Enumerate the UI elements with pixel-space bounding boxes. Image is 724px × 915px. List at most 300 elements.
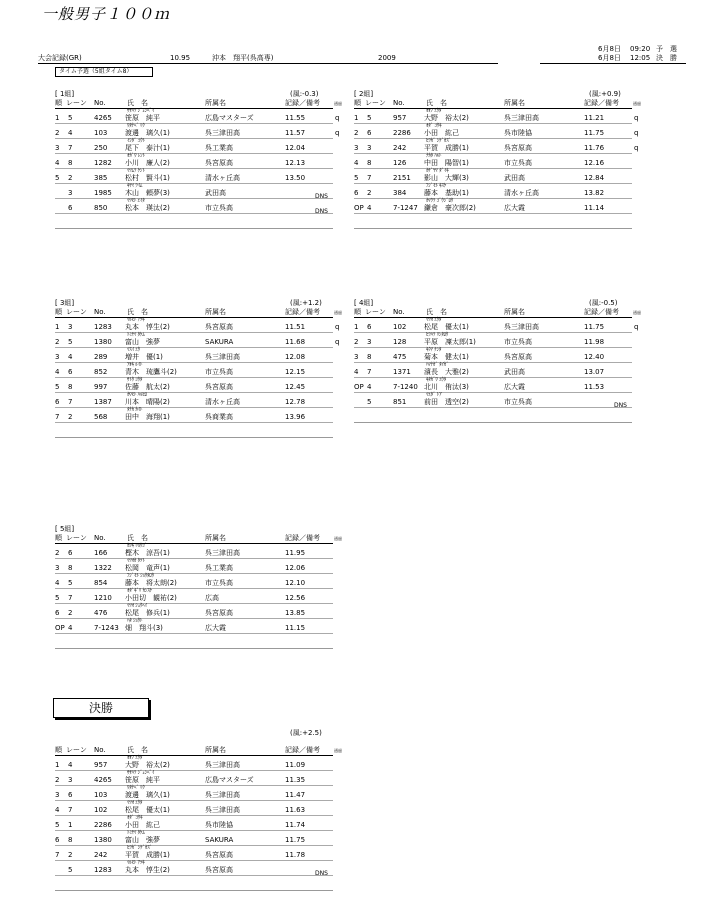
- qualify-mark: q: [335, 323, 340, 331]
- header-rank: 順: [354, 99, 361, 107]
- athlete-kana: ｷｸﾁ ｹﾝﾀ: [426, 347, 442, 353]
- lane: 7: [367, 368, 372, 376]
- lane: 7: [367, 174, 372, 182]
- team: 呉三津田高: [205, 761, 240, 769]
- bib-number: 568: [94, 413, 108, 421]
- athlete-name: 小田切 観祐(2): [125, 594, 177, 602]
- team: 武田高: [504, 174, 525, 182]
- team: 呉市陸協: [205, 821, 233, 829]
- athlete-kana: ｲｼﾀﾞ ﾕｳﾄ: [127, 138, 145, 144]
- result-row: [354, 154, 632, 169]
- bib-number: 1380: [94, 836, 112, 844]
- team: SAKURA: [205, 836, 234, 844]
- bib-number: 1210: [94, 594, 112, 602]
- result-row: [55, 108, 340, 124]
- result-row: [55, 378, 333, 393]
- header-team: 所属名: [205, 746, 226, 754]
- rank: 7: [55, 413, 60, 421]
- rank: 4: [55, 368, 60, 376]
- athlete-kana: ｵﾀﾞ ｺｳｷ: [426, 123, 442, 129]
- team: 呉三津田高: [205, 549, 240, 557]
- athlete-name: 木山 頼夢(3): [125, 189, 170, 197]
- athlete-kana: ﾏｴﾀﾞ ﾄｱ: [426, 392, 442, 398]
- lane: 4: [367, 204, 372, 212]
- time: 11.35: [285, 776, 306, 784]
- header-advance: 通過: [633, 310, 641, 315]
- result-row: [354, 199, 632, 214]
- time: 11.98: [584, 338, 605, 346]
- athlete-name: 丸本 惇生(2): [125, 323, 170, 331]
- athlete-kana: ｻﾄｳ ｺｳﾀ: [127, 377, 143, 383]
- bib-number: 7-1243: [94, 624, 119, 632]
- team: 清水ヶ丘高: [205, 398, 240, 406]
- row-divider: [55, 875, 333, 876]
- header-record: 記録／備考: [584, 308, 619, 316]
- bib-number: 850: [94, 204, 108, 212]
- time: 11.75: [285, 836, 306, 844]
- time: 11.75: [584, 323, 605, 331]
- rank: 2: [354, 129, 359, 137]
- header-record: 記録／備考: [285, 308, 320, 316]
- lane: 3: [367, 144, 372, 152]
- header-lane: レーン: [365, 99, 386, 107]
- rank: 6: [354, 189, 359, 197]
- bib-number: 242: [393, 144, 407, 152]
- team: 広大霞: [504, 383, 525, 391]
- rank: 5: [354, 174, 359, 182]
- status-note: DNS: [315, 208, 328, 215]
- header-advance: 通過: [334, 101, 342, 106]
- lane: 7: [68, 398, 73, 406]
- athlete-kana: ｻｻﾊﾗ ｼﾞｭﾝﾍﾟｲ: [127, 108, 155, 114]
- final-title-box: 決勝: [53, 698, 149, 718]
- bib-number: 103: [94, 791, 108, 799]
- blank-rule: [55, 890, 333, 891]
- athlete-name: 佐藤 航太(2): [125, 383, 170, 391]
- rank: OP: [354, 204, 364, 212]
- rank: 4: [55, 159, 60, 167]
- lane: 5: [367, 114, 372, 122]
- athlete-kana: ｶﾜﾓﾄ ﾊﾙﾋﾛ: [127, 392, 147, 398]
- result-row: [55, 831, 333, 846]
- bib-number: 7-1240: [393, 383, 418, 391]
- result-row: [55, 619, 333, 634]
- athlete-name: 濱長 大雅(2): [424, 368, 469, 376]
- lane: 7: [68, 806, 73, 814]
- lane: 3: [367, 338, 372, 346]
- team: 呉宮原高: [205, 383, 233, 391]
- athlete-name: 青木 琉鷹斗(2): [125, 368, 177, 376]
- header-no: No.: [393, 99, 405, 107]
- page-title: 一般男子１００ｍ: [42, 5, 171, 23]
- athlete-kana: ｵｵﾉ ﾕｳﾀ: [127, 755, 143, 761]
- time: 12.08: [285, 353, 306, 361]
- bib-number: 852: [94, 368, 108, 376]
- team: 武田高: [205, 189, 226, 197]
- athlete-kana: ﾏﾂﾑﾗ ｹﾝﾄ: [127, 168, 145, 174]
- lane: 6: [367, 129, 372, 137]
- rank: 3: [354, 353, 359, 361]
- result-row: [354, 333, 632, 348]
- rank: 6: [55, 836, 60, 844]
- lane: 2: [68, 609, 73, 617]
- header-no: No.: [94, 534, 106, 542]
- blank-rule: [354, 422, 632, 423]
- record-underline: [38, 63, 498, 64]
- team: 広大霞: [504, 204, 525, 212]
- time: 11.78: [285, 851, 306, 859]
- team: 広大霞: [205, 624, 226, 632]
- team: 市立呉高: [504, 338, 532, 346]
- bib-number: 103: [94, 129, 108, 137]
- time: 11.51: [285, 323, 306, 331]
- header-record: 記録／備考: [285, 746, 320, 754]
- athlete-name: 藤本 基助(1): [424, 189, 469, 197]
- heat-label: [ 4組]: [354, 299, 374, 307]
- team: 清水ヶ丘高: [205, 174, 240, 182]
- bib-number: 2286: [94, 821, 112, 829]
- bib-number: 2151: [393, 174, 411, 182]
- bib-number: 1283: [94, 323, 112, 331]
- bib-number: 289: [94, 353, 108, 361]
- time: 11.14: [584, 204, 605, 212]
- athlete-name: 松本 瑛汰(2): [125, 204, 170, 212]
- athlete-name: 小田 紘己: [125, 821, 160, 829]
- blank-rule: [55, 648, 333, 649]
- result-row: [55, 199, 333, 214]
- athlete-name: 大野 裕太(2): [424, 114, 469, 122]
- lane: 6: [68, 368, 73, 376]
- lane: 5: [367, 398, 372, 406]
- time: 12.04: [285, 144, 306, 152]
- team: 呉宮原高: [205, 609, 233, 617]
- result-row: [55, 846, 333, 861]
- heat-label: [ 3組]: [55, 299, 75, 307]
- lane: 4: [68, 353, 73, 361]
- athlete-kana: ﾊﾀ ｼｮｳﾄ: [127, 618, 143, 624]
- athlete-kana: ﾏﾂｵｶ ﾀﾂﾄ: [127, 558, 145, 564]
- wind-reading: (風:+0.9): [589, 90, 621, 98]
- header-lane: レーン: [66, 534, 87, 542]
- bib-number: 102: [94, 806, 108, 814]
- result-row: [354, 317, 639, 333]
- schedule-round-1: 予 選: [656, 45, 677, 53]
- team: 呉宮原高: [205, 851, 233, 859]
- athlete-kana: ﾊﾏﾅｶﾞ ﾀｲｶﾞ: [426, 362, 449, 368]
- athlete-name: 北川 侑汰(3): [424, 383, 469, 391]
- time: 11.09: [285, 761, 306, 769]
- header-advance: 通過: [334, 310, 342, 315]
- lane: 7: [68, 144, 73, 152]
- time: 12.10: [285, 579, 306, 587]
- athlete-kana: ﾌｼﾞﾓﾄ ｷｽｹ: [426, 183, 446, 189]
- team: 呉宮原高: [205, 866, 233, 874]
- header-no: No.: [94, 746, 106, 754]
- result-row: [354, 108, 639, 124]
- blank-rule: [354, 228, 632, 229]
- result-row: [55, 154, 333, 169]
- heat-group: [55, 90, 342, 291]
- row-divider: [55, 213, 333, 214]
- team: 呉三津田高: [205, 129, 240, 137]
- bib-number: 4265: [94, 776, 112, 784]
- rank: OP: [354, 383, 364, 391]
- heat-group: [55, 729, 342, 915]
- athlete-kana: ﾏﾙﾓﾄ ｱﾂｷ: [127, 860, 145, 866]
- athlete-name: 渡邊 璃久(1): [125, 129, 170, 137]
- result-row: [55, 861, 333, 876]
- bib-number: 1371: [393, 368, 411, 376]
- time: 11.53: [584, 383, 605, 391]
- bib-number: 385: [94, 174, 108, 182]
- bib-number: 1387: [94, 398, 112, 406]
- result-row: [55, 393, 333, 408]
- athlete-name: 尾下 泰汁(1): [125, 144, 170, 152]
- bib-number: 1380: [94, 338, 112, 346]
- heat-label: [ 5組]: [55, 525, 75, 533]
- wind-reading: (風:-0.5): [589, 299, 618, 307]
- bib-number: 476: [94, 609, 108, 617]
- lane: 1: [68, 821, 73, 829]
- time: 12.15: [285, 368, 306, 376]
- athlete-kana: ｵｶﾞﾜ ﾚﾝﾄ: [127, 153, 145, 159]
- bib-number: 384: [393, 189, 407, 197]
- result-row: [55, 123, 340, 139]
- time: 11.55: [285, 114, 306, 122]
- athlete-name: 平原 凜太郎(1): [424, 338, 476, 346]
- team: 武田高: [504, 368, 525, 376]
- lane: 5: [68, 114, 73, 122]
- bib-number: 126: [393, 159, 407, 167]
- time: 12.84: [584, 174, 605, 182]
- status-note: DNS: [614, 402, 627, 409]
- time: 13.96: [285, 413, 306, 421]
- athlete-kana: ｷﾔﾏ ﾗｲﾑ: [127, 183, 143, 189]
- rank: 1: [354, 323, 359, 331]
- athlete-kana: ﾌｼﾞﾓﾄ ｼｮｳﾀﾛｳ: [127, 573, 154, 579]
- time: 11.68: [285, 338, 306, 346]
- result-row: [55, 756, 333, 771]
- time: 12.13: [285, 159, 306, 167]
- athlete-name: 松尾 修兵(1): [125, 609, 170, 617]
- header-rank: 順: [354, 308, 361, 316]
- athlete-kana: ﾋﾗｶﾞ ｼｹﾞｶｽﾞ: [127, 845, 152, 851]
- qualify-mark: q: [634, 144, 639, 152]
- rank: 2: [55, 776, 60, 784]
- athlete-name: 松尾 優太(1): [125, 806, 170, 814]
- athlete-name: 中田 陽智(1): [424, 159, 469, 167]
- bib-number: 250: [94, 144, 108, 152]
- bib-number: 102: [393, 323, 407, 331]
- rank: 5: [55, 383, 60, 391]
- result-row: [55, 589, 333, 604]
- athlete-name: 菊本 健太(1): [424, 353, 469, 361]
- result-row: [354, 393, 632, 408]
- header-rank: 順: [55, 99, 62, 107]
- athlete-name: 平賀 成勝(1): [424, 144, 469, 152]
- rank: 3: [55, 564, 60, 572]
- record-holder: 沖本 翔平(呉高専): [212, 54, 274, 62]
- team: 呉工業高: [205, 144, 233, 152]
- athlete-kana: ﾏﾙﾓﾄ ｱﾂｷ: [127, 317, 145, 323]
- result-row: [354, 378, 632, 393]
- athlete-kana: ｱｵｷ ﾙｲﾄ: [127, 362, 143, 368]
- time: 12.16: [584, 159, 605, 167]
- lane: 2: [68, 413, 73, 421]
- status-note: DNS: [315, 193, 328, 200]
- bib-number: 4265: [94, 114, 112, 122]
- lane: 8: [68, 836, 73, 844]
- team: 市立呉高: [205, 579, 233, 587]
- rank: 1: [55, 761, 60, 769]
- heat-label: [ 2組]: [354, 90, 374, 98]
- header-record: 記録／備考: [584, 99, 619, 107]
- result-row: [55, 408, 333, 423]
- time: 13.82: [584, 189, 605, 197]
- blank-rule: [55, 228, 333, 229]
- team: 市立呉高: [504, 159, 532, 167]
- athlete-name: 渡邊 璃久(1): [125, 791, 170, 799]
- rank: 3: [55, 353, 60, 361]
- status-note: DNS: [315, 870, 328, 877]
- lane: 4: [68, 761, 73, 769]
- team: 呉三津田高: [205, 806, 240, 814]
- time-selection-note: タイム予選（5組タイム8）: [55, 67, 153, 77]
- team: 市立呉高: [504, 398, 532, 406]
- team: 呉宮原高: [205, 159, 233, 167]
- athlete-kana: ﾜﾀﾅﾍﾞ ﾘｸ: [127, 123, 145, 129]
- schedule-date-1: 6月8日: [598, 45, 621, 53]
- time: 12.56: [285, 594, 306, 602]
- lane: 5: [68, 866, 73, 874]
- blank-rule: [55, 437, 333, 438]
- athlete-name: 樫木 涼吾(1): [125, 549, 170, 557]
- result-row: [55, 348, 333, 363]
- rank: 5: [55, 594, 60, 602]
- athlete-name: 平賀 成勝(1): [125, 851, 170, 859]
- header-no: No.: [94, 99, 106, 107]
- result-row: [354, 123, 639, 139]
- athlete-name: 前田 透空(2): [424, 398, 469, 406]
- time: 11.74: [285, 821, 306, 829]
- lane: 8: [367, 353, 372, 361]
- time: 13.50: [285, 174, 306, 182]
- team: 呉三津田高: [205, 791, 240, 799]
- rank: 2: [55, 338, 60, 346]
- qualify-mark: q: [335, 129, 340, 137]
- rank: OP: [55, 624, 65, 632]
- team: 呉宮原高: [504, 353, 532, 361]
- team: 呉商業高: [205, 413, 233, 421]
- lane: 8: [68, 159, 73, 167]
- header-rank: 順: [55, 308, 62, 316]
- athlete-kana: ﾜﾀﾅﾍﾞ ﾘｸ: [127, 785, 145, 791]
- rank: 5: [55, 174, 60, 182]
- header-name: 氏 名: [127, 99, 148, 107]
- time: 11.75: [584, 129, 605, 137]
- schedule-time-2: 12:05: [630, 54, 651, 62]
- athlete-name: 松尾 優太(1): [424, 323, 469, 331]
- lane: 8: [68, 564, 73, 572]
- athlete-kana: ﾏﾂｵ ｼｭｳﾍｲ: [127, 603, 147, 609]
- header-no: No.: [393, 308, 405, 316]
- team: 呉宮原高: [504, 144, 532, 152]
- qualify-mark: q: [634, 323, 639, 331]
- time: 12.45: [285, 383, 306, 391]
- lane: 6: [68, 204, 73, 212]
- lane: 5: [68, 338, 73, 346]
- athlete-kana: ﾄﾐﾔﾏ ﾀｹﾑ: [127, 830, 145, 836]
- bib-number: 242: [94, 851, 108, 859]
- bib-number: 1985: [94, 189, 112, 197]
- lane: 2: [68, 174, 73, 182]
- bib-number: 851: [393, 398, 407, 406]
- team: 市立呉高: [205, 368, 233, 376]
- rank: 3: [354, 144, 359, 152]
- result-row: [55, 169, 333, 184]
- result-row: [55, 559, 333, 574]
- athlete-name: 小川 廉人(2): [125, 159, 170, 167]
- rank: 1: [55, 114, 60, 122]
- time: 11.76: [584, 144, 605, 152]
- athlete-name: 川本 晴陽(2): [125, 398, 170, 406]
- result-row: [55, 801, 333, 816]
- header-team: 所属名: [504, 99, 525, 107]
- result-row: [354, 138, 639, 154]
- header-lane: レーン: [66, 99, 87, 107]
- heat-group: [354, 299, 641, 500]
- athlete-kana: ﾋﾗﾊﾗ ﾘﾝﾀﾛｳ: [426, 332, 449, 338]
- result-row: [55, 816, 333, 831]
- rank: 5: [55, 821, 60, 829]
- team: 呉三津田高: [504, 114, 539, 122]
- header-lane: レーン: [66, 746, 87, 754]
- heat-group: [55, 299, 342, 500]
- record-year: 2009: [378, 54, 396, 62]
- header-team: 所属名: [504, 308, 525, 316]
- heat-group: [354, 90, 641, 291]
- rank: 4: [55, 806, 60, 814]
- rank: 3: [55, 791, 60, 799]
- rank: 2: [354, 338, 359, 346]
- qualify-mark: q: [335, 338, 340, 346]
- time: 12.06: [285, 564, 306, 572]
- time: 12.78: [285, 398, 306, 406]
- rank: 6: [55, 609, 60, 617]
- time: 11.21: [584, 114, 605, 122]
- header-record: 記録／備考: [285, 534, 320, 542]
- lane: 7: [68, 594, 73, 602]
- bib-number: 128: [393, 338, 407, 346]
- lane: 6: [367, 323, 372, 331]
- time: 11.47: [285, 791, 306, 799]
- record-label: 大会記録(GR): [38, 54, 82, 62]
- lane: 4: [68, 129, 73, 137]
- header-name: 氏 名: [426, 99, 447, 107]
- athlete-name: 笹原 純平: [125, 776, 160, 784]
- header-lane: レーン: [365, 308, 386, 316]
- athlete-name: 増井 優(1): [125, 353, 163, 361]
- bib-number: 475: [393, 353, 407, 361]
- athlete-kana: ｵﾀﾞ ｺｳｷ: [127, 815, 143, 821]
- athlete-name: 鎌倉 豪次郎(2): [424, 204, 476, 212]
- header-rank: 順: [55, 746, 62, 754]
- header-record: 記録／備考: [285, 99, 320, 107]
- lane: 6: [68, 791, 73, 799]
- time: 11.63: [285, 806, 306, 814]
- result-row: [354, 184, 632, 199]
- team: 呉宮原高: [205, 323, 233, 331]
